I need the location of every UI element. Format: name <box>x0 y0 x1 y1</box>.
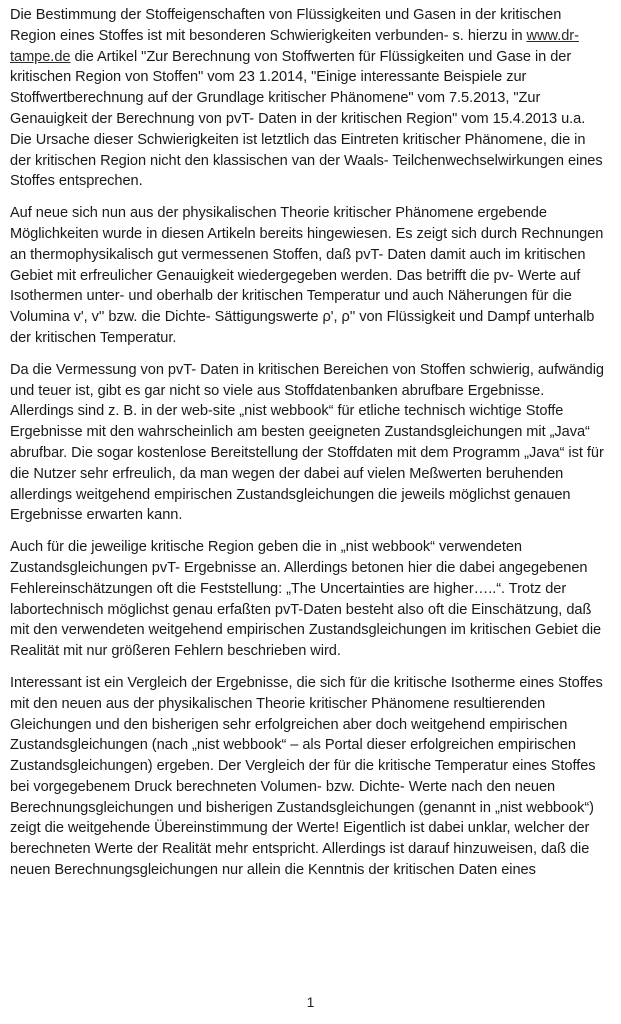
paragraph-3: Da die Vermessung von pvT- Daten in kritischen Bereichen von Stoffen schwierig, aufwändig und teuer ist, gibt es gar nicht so viele aus Stoffdatenbanken abrufbare Ergebnisse. Allerdings sind z. B. in der web-site „nist webbook“ für etliche technisch wichtige Stoffe Ergebnisse mit den wahrscheinlich am besten geeigneten Zustandsgleichungen mit „Java“ abrufbar. Die sogar kostenlose Bereitstellung der Stoffdaten mit dem Programm „Java“ ist für die Nutzer sehr erfreulich, da man wegen der dabei auf vielen Meßwerten beruhenden allerdings weitgehend empirischen Zustandsgleichungen die jeweils möglichst genauen Ergebnisse erwarten kann. <box>10 361 604 524</box>
paragraph-1 <box>10 5 607 192</box>
website-link[interactable]: www.dr-tampe.de <box>10 27 579 65</box>
paragraph-1-text-before-link: Die Bestimmung der Stoffeigenschaften von Flüssigkeiten und Gasen in der kritischen Region eines Stoffes ist mit besonderen Schwierigkeiten verbunden- s. hierzu in <box>10 7 562 44</box>
paragraph-4: Auch für die jeweilige kritische Region geben die in „nist webbook“ verwendeten Zustandsgleichungen pvT- Ergebnisse an. Allerdings betonen hier die dabei angegebenen Fehlereinschätzungen oft die Feststellung: „The Uncertainties are higher…..“. Trotz der labortechnisch möglichst genau erfaßten pvT-Daten besteht also oft die Einschätzung, daß mit den verwendeten weitgehend empirischen Zustandsgleichungen im kritischen Gebiet die Realität mit nur größeren Fehlern beschrieben wird. <box>10 539 602 660</box>
page-number: 1 <box>306 994 315 1010</box>
paragraph-5: Interessant ist ein Vergleich der Ergebnisse, die sich für die kritische Isotherme eines Stoffes mit den neuen aus der physikalischen Theorie kritischer Phänomene resultierenden Gleichungen und den bisherigen sehr erfolgreichen aber doch weitgehend empirischen Zustandsgleichungen (nach „nist webbook“ – als Portal dieser erfolgreichen empirischen Zustandsgleichungen) ergeben. Der Vergleich der für die kritische Temperatur eines Stoffes bei vorgegebenem Druck berechneten Volumen- bzw. Dichte- Werte nach den neuen Berechnungsgleichungen und bisherigen Zustandsgleichungen (genannt in „nist webbook“) zeigt die weitgehende Übereinstimmung der Werte! Eigentlich ist dabei unklar, welcher der berechneten Werte der Realität mehr entspricht. Allerdings ist darauf hinzuweisen, daß die neuen Berechnungsgleichungen nur allein die Kenntnis der kritischen Daten eines <box>10 674 603 879</box>
paragraph-2: Auf neue sich nun aus der physikalischen Theorie kritischer Phänomene ergebende Möglichkeiten wurde in diesen Artikeln bereits hingewiesen. Es zeigt sich durch Rechnungen an thermophysikalisch gut vermessenen Stoffen, daß pvT- Daten damit auch im kritischen Gebiet mit erfreulicher Genauigkeit wiedergegeben werden. Das betrifft die pv- Werte auf Isothermen unter- und oberhalb der kritischen Temperatur und auch Näherungen für die Volumina v', v'' bzw. die Dichte- Sättigungswerte ρ', ρ'' von Flüssigkeit und Dampf unterhalb der kritischen Temperatur. <box>10 205 604 346</box>
paragraph-1-text-after-link: die Artikel "Zur Berechnung von Stoffwerten für Flüssigkeiten und Gase in der kritischen Region von Stoffen" vom 23 1.2014, "Einige interessante Beispiele zur Stoffwertberechnung auf der Grundlage kritischer Phänomene" vom 7.5.2013, "Zur Genauigkeit der Berechnung von pvT- Daten in der kritischen Region" vom 15.4.2013 u.a. Die Ursache dieser Schwierigkeiten ist letztlich das Eintreten kritischer Phänomene, die in der kritischen Region nicht den klassischen van der Waals- Teilchenwechselwirkungen eines Stoffes entsprechen. <box>10 48 603 190</box>
